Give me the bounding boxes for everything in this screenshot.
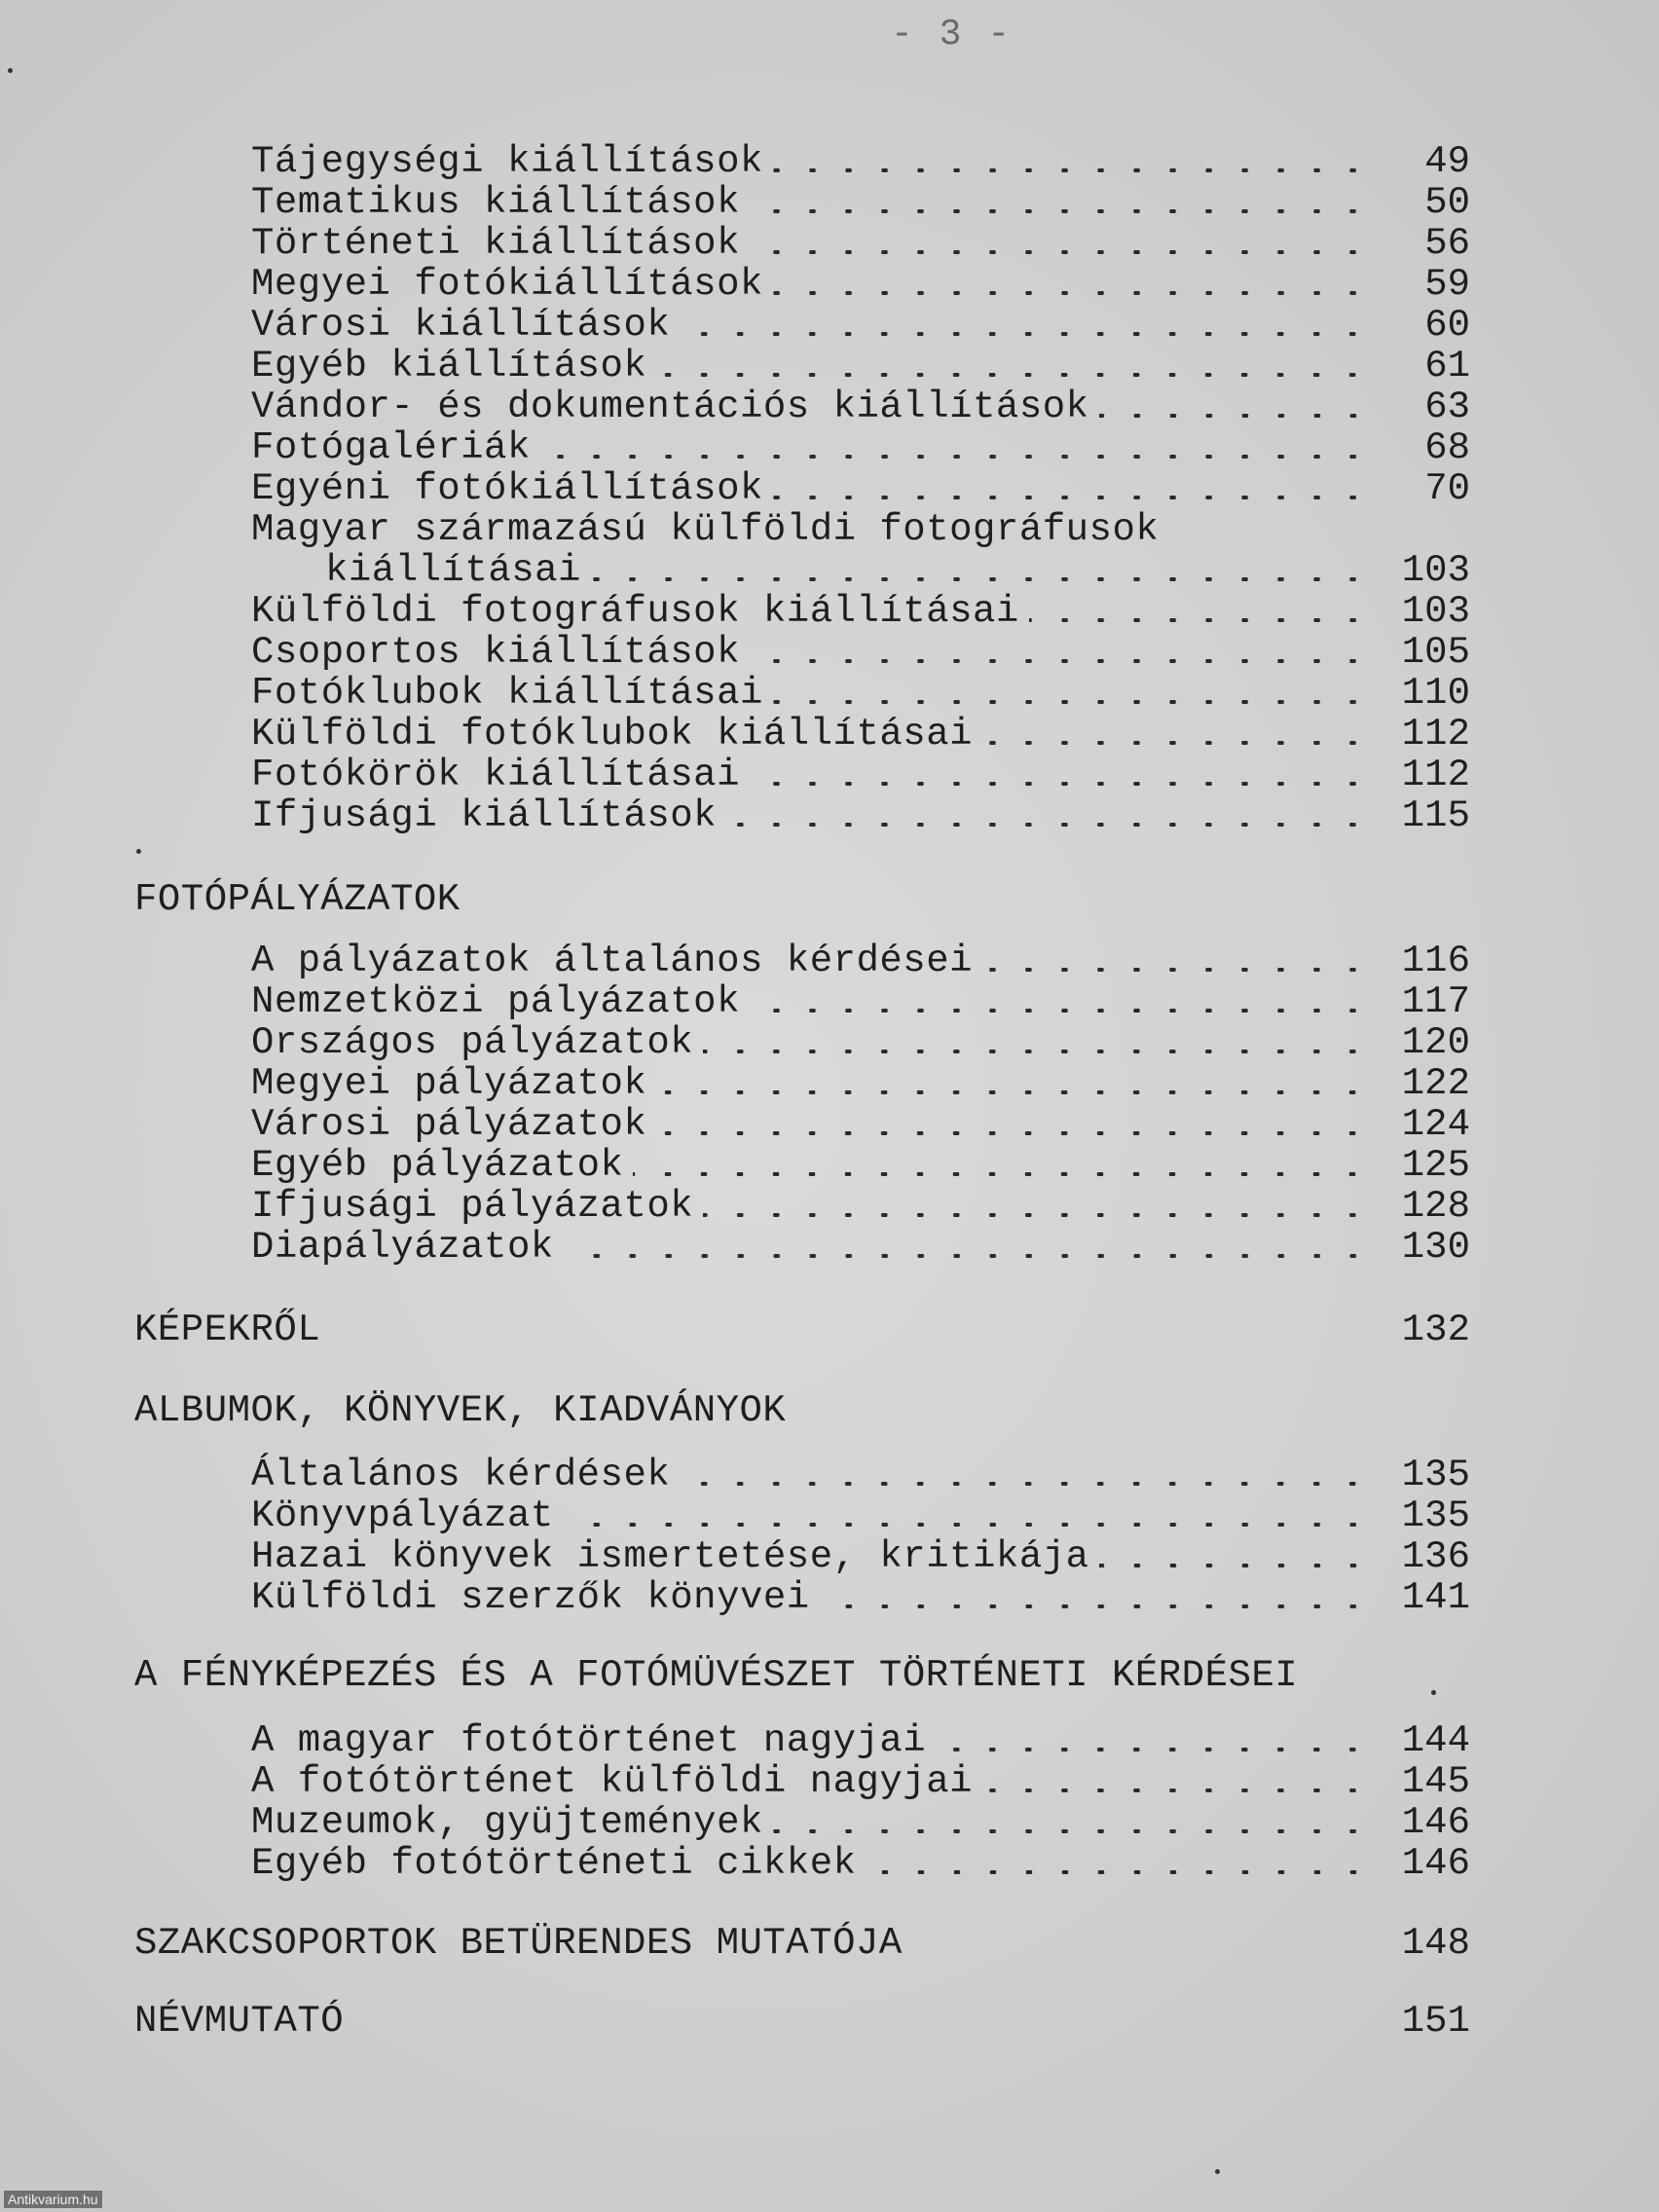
toc-entry [251, 632, 1470, 673]
toc-entry [251, 346, 1470, 387]
toc-entry-page: 68 [1424, 426, 1470, 469]
toc-entry-label: Külföldi fotográfusok kiállításai [251, 590, 1019, 633]
toc-entry [251, 1577, 1470, 1618]
toc-entry [251, 1104, 1470, 1145]
toc-entry-page: 146 [1401, 1801, 1470, 1844]
dot-leader [540, 455, 1371, 459]
toc-entry-label: Hazai könyvek ismertetése, kritikája [251, 1535, 1089, 1578]
toc-entry [251, 305, 1470, 346]
toc-entry-page: 56 [1424, 222, 1470, 265]
toc-section-label: KÉPEKRŐL [134, 1309, 321, 1351]
toc-entry-label: Külföldi fotóklubok kiállításai [251, 713, 974, 756]
dot-leader [680, 1482, 1371, 1486]
toc-entry-page: 128 [1401, 1185, 1470, 1228]
dot-leader [726, 823, 1371, 827]
toc-entry-page: 135 [1401, 1454, 1470, 1496]
dot-leader [773, 700, 1371, 704]
toc-entry-label: Városi pályázatok [251, 1103, 647, 1146]
watermark: Antikvarium.hu [4, 2191, 102, 2208]
toc-entry-label: Tematikus kiállítások [251, 181, 740, 224]
toc-entry-label: Ifjusági pályázatok [251, 1185, 694, 1228]
toc-entry [251, 427, 1470, 468]
toc-entry-label: Megyei fotókiállítások [251, 263, 763, 306]
toc-entry [251, 223, 1470, 264]
scan-speck [1431, 1690, 1436, 1695]
toc-entry-label: Megyei pályázatok [251, 1062, 647, 1105]
toc-entry [251, 264, 1470, 305]
dot-leader [656, 1131, 1371, 1135]
toc-entry [251, 1063, 1470, 1104]
toc-entry-label: Egyéb pályázatok [251, 1144, 624, 1187]
toc-entry-label: Ifjusági kiállítások [251, 794, 718, 837]
toc-entry-label: Nemzetközi pályázatok [251, 980, 740, 1023]
toc-entry-page: 116 [1401, 940, 1470, 982]
toc-entry-label: Külföldi szerzők könyvei [251, 1576, 810, 1619]
toc-entry [251, 141, 1470, 182]
toc-entry-page: 117 [1401, 980, 1470, 1023]
toc-entry [251, 1720, 1470, 1761]
toc-section-page: 148 [1401, 1922, 1470, 1965]
toc-entry-label: Általános kérdések [251, 1454, 671, 1496]
toc-entry-page: 60 [1424, 304, 1470, 347]
dot-leader [656, 373, 1371, 377]
toc-entry [251, 1536, 1470, 1577]
section-heading-albumok: ALBUMOK, KÖNYVEK, KIADVÁNYOK [134, 1389, 787, 1432]
toc-entry [251, 182, 1470, 223]
dot-leader [591, 577, 1371, 581]
toc-entry-page: 120 [1401, 1021, 1470, 1064]
toc-entry [251, 509, 1470, 550]
toc-entry [251, 1145, 1470, 1186]
toc-entry-page: 112 [1401, 754, 1470, 796]
toc-entry-label: Könyvpályázat [251, 1494, 554, 1537]
toc-entry-label: Fotókörök kiállításai [251, 754, 740, 796]
section-heading-tortenet: A FÉNYKÉPEZÉS ÉS A FOTÓMÜVÉSZET TÖRTÉNETI KÉRDÉSEI [134, 1654, 1299, 1697]
toc-entry-page: 61 [1424, 345, 1470, 387]
dot-leader [982, 741, 1371, 745]
toc-section-page: 151 [1401, 2000, 1470, 2043]
toc-entry-page: 103 [1401, 549, 1470, 592]
dot-leader [750, 782, 1371, 786]
toc-entry [251, 468, 1470, 509]
dot-leader [866, 1870, 1372, 1874]
section-heading-fotopalyazatok: FOTÓPÁLYÁZATOK [134, 878, 461, 921]
toc-section-szakcsoportok [134, 1923, 1470, 1964]
toc-entry-label: Diapályázatok [251, 1226, 554, 1269]
toc-entry-label: A magyar fotótörténet nagyjai [251, 1719, 927, 1762]
toc-entry-page: 110 [1401, 672, 1470, 715]
toc-entry-label: Vándor- és dokumentációs kiállítások [251, 386, 1089, 428]
page-number: - 3 - [891, 14, 1013, 55]
toc-entry-label: Muzeumok, gyüjtemények [251, 1801, 763, 1844]
toc-entry-label: Egyéni fotókiállítások [251, 467, 763, 510]
toc-section-nevmutato [134, 2001, 1470, 2042]
dot-leader [633, 1172, 1371, 1176]
scan-speck [1215, 2169, 1220, 2174]
toc-entry-page: 115 [1401, 794, 1470, 837]
dot-leader [1099, 414, 1371, 418]
toc-entry-label: Tájegységi kiállítások [251, 140, 763, 183]
dot-leader [773, 168, 1371, 172]
toc-entry-label: Fotógalériák [251, 426, 531, 469]
toc-entry-page: 49 [1424, 140, 1470, 183]
toc-entry-page: 136 [1401, 1535, 1470, 1578]
toc-entry [251, 940, 1470, 981]
toc-entry-page: 105 [1401, 631, 1470, 674]
scan-speck [8, 68, 13, 73]
toc-entry-page: 50 [1424, 181, 1470, 224]
toc-entry-page: 124 [1401, 1103, 1470, 1146]
toc-entry-page: 146 [1401, 1842, 1470, 1885]
toc-entry-page: 122 [1401, 1062, 1470, 1105]
toc-entry [251, 714, 1470, 755]
toc-entry-page: 130 [1401, 1226, 1470, 1269]
toc-entry-page: 103 [1401, 590, 1470, 633]
dot-leader [773, 1829, 1371, 1833]
dot-leader [750, 209, 1371, 213]
toc-entry-page: 125 [1401, 1144, 1470, 1187]
toc-section-page: 132 [1401, 1309, 1470, 1351]
toc-entry-page: 63 [1424, 386, 1470, 428]
toc-entry-page: 144 [1401, 1719, 1470, 1762]
toc-entry [251, 673, 1470, 714]
toc-entry [251, 387, 1470, 427]
dot-leader [773, 291, 1371, 295]
dot-leader [750, 1009, 1371, 1013]
dot-leader [1099, 1564, 1371, 1567]
dot-leader [982, 968, 1371, 972]
toc-entry [251, 1495, 1470, 1536]
toc-section-label: SZAKCSOPORTOK BETÜRENDES MUTATÓJA [134, 1922, 903, 1965]
toc-entry-label: Városi kiállítások [251, 304, 671, 347]
toc-entry [251, 1022, 1470, 1063]
dot-leader [564, 1523, 1371, 1527]
toc-entry [251, 1761, 1470, 1802]
toc-entry-page: 145 [1401, 1760, 1470, 1803]
toc-entry-label: Egyéb fotótörténeti cikkek [251, 1842, 857, 1885]
toc-entry-page: 70 [1424, 467, 1470, 510]
dot-leader [936, 1748, 1371, 1751]
toc-entry-label: Történeti kiállítások [251, 222, 740, 265]
toc-entry-page: 141 [1401, 1576, 1470, 1619]
toc-entry-page: 112 [1401, 713, 1470, 756]
toc-entry-label: Fotóklubok kiállításai [251, 672, 763, 715]
toc-entry-page: 135 [1401, 1494, 1470, 1537]
scan-speck [136, 849, 141, 854]
toc-entry [251, 1802, 1470, 1843]
toc-entry-label: kiállításai [325, 549, 581, 592]
dot-leader [982, 1788, 1371, 1792]
dot-leader [656, 1090, 1371, 1094]
toc-section-kepekrol [134, 1309, 1470, 1350]
toc-entry-label: A fotótörténet külföldi nagyjai [251, 1760, 974, 1803]
toc-entry-label: Országos pályázatok [251, 1021, 694, 1064]
toc-entry [251, 1455, 1470, 1495]
toc-entry-label: Csoportos kiállítások [251, 631, 740, 674]
dot-leader [1029, 618, 1371, 622]
dot-leader [750, 250, 1371, 254]
toc-entry [325, 550, 1470, 591]
dot-leader [564, 1254, 1371, 1258]
dot-leader [773, 496, 1371, 499]
dot-leader [750, 659, 1371, 663]
toc-entry [251, 591, 1470, 632]
toc-entry [251, 1843, 1470, 1884]
toc-entry [251, 981, 1470, 1022]
toc-entry-label: A pályázatok általános kérdései [251, 940, 974, 982]
toc-entry-label: Egyéb kiállítások [251, 345, 647, 387]
toc-section-label: NÉVMUTATÓ [134, 2000, 345, 2043]
dot-leader [820, 1604, 1371, 1608]
toc-entry-label: Magyar származású külföldi fotográfusok [251, 508, 1160, 551]
toc-entry [251, 1186, 1470, 1227]
toc-entry [251, 755, 1470, 795]
dot-leader [703, 1050, 1371, 1053]
dot-leader [703, 1213, 1371, 1217]
toc-entry [251, 795, 1470, 836]
dot-leader [680, 332, 1371, 336]
toc-entry-page: 59 [1424, 263, 1470, 306]
toc-entry [251, 1227, 1470, 1268]
